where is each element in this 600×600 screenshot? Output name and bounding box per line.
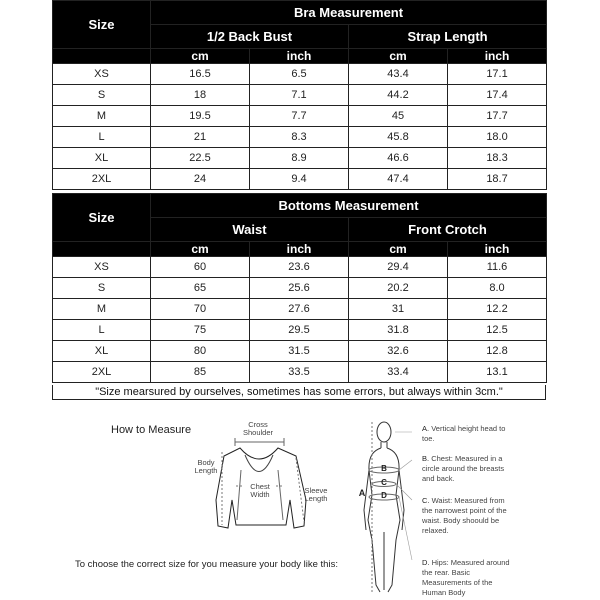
table-cell: 12.8 xyxy=(448,341,547,362)
table-cell: 29.4 xyxy=(349,257,448,278)
table-cell: 47.4 xyxy=(349,169,448,190)
size-label: XL xyxy=(53,341,151,362)
how-to-measure-title: How to Measure xyxy=(111,424,192,436)
group-header: Waist xyxy=(151,218,349,242)
unit-header: cm xyxy=(349,49,448,64)
table-cell: 31.8 xyxy=(349,320,448,341)
table-cell: 17.7 xyxy=(448,106,547,127)
cross-shoulder-label: Cross Shoulder xyxy=(242,420,274,437)
table-cell: 33.4 xyxy=(349,362,448,383)
table-cell: 18.7 xyxy=(448,169,547,190)
size-label: L xyxy=(53,127,151,148)
size-label: 2XL xyxy=(53,362,151,383)
note-a: A. Vertical height head to toe. xyxy=(422,424,506,443)
table-cell: 46.6 xyxy=(349,148,448,169)
size-label: XS xyxy=(53,64,151,85)
table-cell: 29.5 xyxy=(250,320,349,341)
unit-header: inch xyxy=(448,242,547,257)
table-cell: 18 xyxy=(151,85,250,106)
table-cell: 8.9 xyxy=(250,148,349,169)
table-cell: 20.2 xyxy=(349,278,448,299)
table-cell: 22.5 xyxy=(151,148,250,169)
table-cell: 18.0 xyxy=(448,127,547,148)
body-length-label: Body Length xyxy=(194,458,218,475)
size-label: M xyxy=(53,106,151,127)
unit-header: inch xyxy=(250,49,349,64)
table-cell: 12.5 xyxy=(448,320,547,341)
mark-a: A xyxy=(358,488,366,498)
sleeve-length-label: Sleeve Length xyxy=(304,486,328,503)
table-cell: 12.2 xyxy=(448,299,547,320)
table-cell: 13.1 xyxy=(448,362,547,383)
table-cell: 7.7 xyxy=(250,106,349,127)
table-cell: 6.5 xyxy=(250,64,349,85)
size-label: XS xyxy=(53,257,151,278)
table-cell: 8.3 xyxy=(250,127,349,148)
note-c: C. Waist: Measured from the narrowest point of the waist. Body shoould be relaxed. xyxy=(422,496,507,535)
table-cell: 24 xyxy=(151,169,250,190)
table-cell: 31.5 xyxy=(250,341,349,362)
table-cell: 75 xyxy=(151,320,250,341)
measurement-disclaimer: "Size mearsured by ourselves, sometimes has some errors, but always within 3cm." xyxy=(52,385,546,400)
table-cell: 27.6 xyxy=(250,299,349,320)
table-cell: 17.1 xyxy=(448,64,547,85)
unit-header: cm xyxy=(151,49,250,64)
table-cell: 43.4 xyxy=(349,64,448,85)
table-cell: 25.6 xyxy=(250,278,349,299)
size-header: Size xyxy=(53,194,151,242)
table-cell: 45.8 xyxy=(349,127,448,148)
group-header: Strap Length xyxy=(349,25,547,49)
unit-header: inch xyxy=(448,49,547,64)
table-cell: 17.4 xyxy=(448,85,547,106)
note-b: B. Chest: Measured in a circle around the breasts and back. xyxy=(422,454,505,483)
table-cell: 32.6 xyxy=(349,341,448,362)
table-cell: 21 xyxy=(151,127,250,148)
chest-width-label: Chest Width xyxy=(244,483,276,499)
size-header: Size xyxy=(53,1,151,49)
size-label: S xyxy=(53,85,151,106)
unit-header: cm xyxy=(349,242,448,257)
table-cell: 23.6 xyxy=(250,257,349,278)
table-cell: 18.3 xyxy=(448,148,547,169)
mark-c: C xyxy=(381,478,387,487)
size-label: M xyxy=(53,299,151,320)
mark-b: B xyxy=(381,464,387,473)
choose-size-instruction: To choose the correct size for you measure your body like this: xyxy=(75,559,338,570)
unit-header: cm xyxy=(151,242,250,257)
table-cell: 80 xyxy=(151,341,250,362)
size-label: XL xyxy=(53,148,151,169)
size-label: 2XL xyxy=(53,169,151,190)
table-cell: 45 xyxy=(349,106,448,127)
table-cell: 11.6 xyxy=(448,257,547,278)
note-d: D. Hips: Measured around the rear. Basic Measurements of the Human Body xyxy=(422,558,510,597)
size-label: S xyxy=(53,278,151,299)
table-cell: 9.4 xyxy=(250,169,349,190)
table-cell: 44.2 xyxy=(349,85,448,106)
table-cell: 8.0 xyxy=(448,278,547,299)
table-cell: 31 xyxy=(349,299,448,320)
table-cell: 33.5 xyxy=(250,362,349,383)
table-title: Bottoms Measurement xyxy=(151,194,547,218)
group-header: Front Crotch xyxy=(349,218,547,242)
group-header: 1/2 Back Bust xyxy=(151,25,349,49)
mark-d: D xyxy=(381,491,387,500)
table-cell: 65 xyxy=(151,278,250,299)
unit-header: inch xyxy=(250,242,349,257)
table-cell: 7.1 xyxy=(250,85,349,106)
table-title: Bra Measurement xyxy=(151,1,547,25)
size-label: L xyxy=(53,320,151,341)
table-cell: 60 xyxy=(151,257,250,278)
table-cell: 70 xyxy=(151,299,250,320)
table-cell: 19.5 xyxy=(151,106,250,127)
table-cell: 16.5 xyxy=(151,64,250,85)
table-cell: 85 xyxy=(151,362,250,383)
